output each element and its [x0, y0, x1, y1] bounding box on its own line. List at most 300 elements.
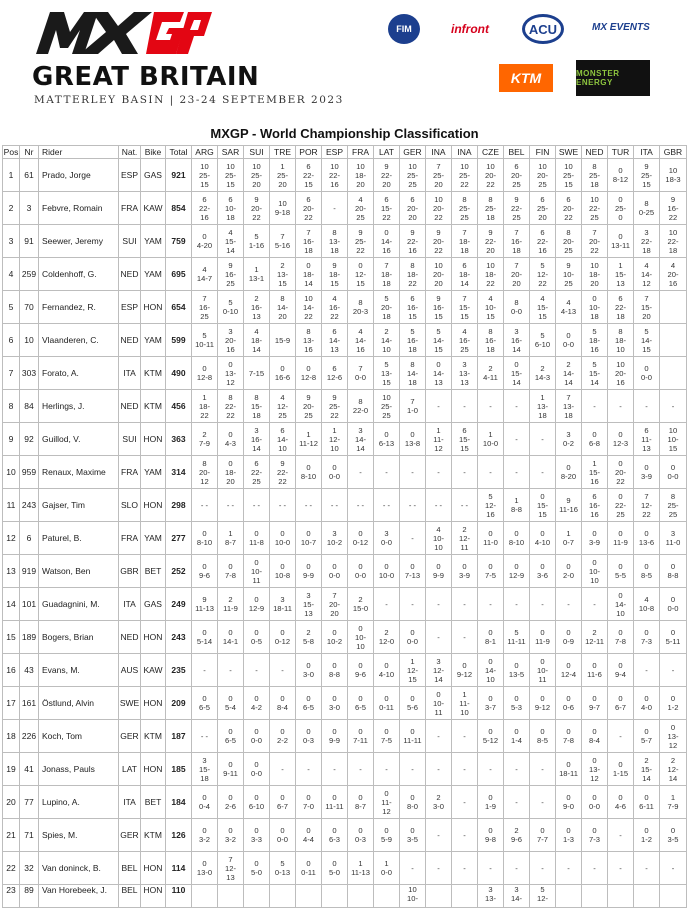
table-row[interactable] [3, 654, 687, 687]
result-cell: 1 10-0 [478, 423, 504, 456]
page-title: MXGP - World Championship Classification [210, 126, 479, 141]
table-row[interactable] [3, 522, 687, 555]
table-row[interactable] [3, 390, 687, 423]
result-cell: 0 3-7 [478, 687, 504, 720]
pos-cell: 12 [3, 522, 20, 555]
number-cell: 91 [20, 225, 39, 258]
result-cell: 4 16- 25 [452, 324, 478, 357]
rider-cell: Coldenhoff, G. [39, 258, 119, 291]
total-cell: 456 [166, 390, 192, 423]
result-cell: 0 4-3 [218, 423, 244, 456]
bike-cell: KTM [141, 390, 166, 423]
result-cell: 7 20- 22 [582, 225, 608, 258]
result-cell: 4 12- 25 [270, 390, 296, 423]
number-cell: 84 [20, 390, 39, 423]
result-cell: 2 12-11 [582, 621, 608, 654]
result-cell: 0 9-8 [478, 819, 504, 852]
result-cell: 0 3-5 [660, 819, 687, 852]
result-cell: 1 11- 10 [452, 687, 478, 720]
result-cell: 0 10- 10 [582, 555, 608, 588]
result-cell: 1 7-9 [660, 786, 687, 819]
result-cell: 9 25- 22 [348, 225, 374, 258]
result-cell: 5 14- 15 [634, 324, 660, 357]
result-cell: 0 12- 15 [348, 258, 374, 291]
nationality-cell: ESP [119, 159, 141, 192]
column-header[interactable]: ARG [192, 146, 218, 159]
result-cell: 0 16-6 [270, 357, 296, 390]
bike-cell: HON [141, 687, 166, 720]
result-cell: - - [296, 489, 322, 522]
nationality-cell: FRA [119, 456, 141, 489]
pos-cell: 1 [3, 159, 20, 192]
column-header[interactable]: Rider [39, 146, 119, 159]
result-cell: 0 8-12 [608, 159, 634, 192]
bike-cell: HON [141, 621, 166, 654]
result-cell: 6 22- 18 [608, 291, 634, 324]
result-cell: 0 8-4 [270, 687, 296, 720]
result-cell: - [504, 753, 530, 786]
nationality-cell: AUS [119, 654, 141, 687]
column-header[interactable]: CZE [478, 146, 504, 159]
result-cell: 0 10- 11 [426, 687, 452, 720]
result-cell: 4 14- 12 [634, 258, 660, 291]
total-cell: 759 [166, 225, 192, 258]
rider-cell: Van doninck, B. [39, 852, 119, 885]
result-cell: 0 13-11 [608, 225, 634, 258]
total-cell: 654 [166, 291, 192, 324]
column-header[interactable]: Pos [3, 147, 19, 157]
column-header[interactable]: BEL [504, 146, 530, 159]
result-cell: - [530, 588, 556, 621]
result-cell: 7 1-0 [400, 390, 426, 423]
result-cell: - [374, 753, 400, 786]
result-cell: 5 16- 18 [400, 324, 426, 357]
table-row[interactable] [3, 159, 687, 192]
result-cell: 0 1-9 [478, 786, 504, 819]
result-cell: 1 8-8 [504, 489, 530, 522]
result-cell: 0 5-5 [608, 555, 634, 588]
result-cell: 7 20- 20 [504, 258, 530, 291]
result-cell: 5 6-10 [530, 324, 556, 357]
result-cell: 6 14- 13 [322, 324, 348, 357]
nationality-cell: ITA [119, 357, 141, 390]
result-cell: 10 20- 22 [426, 192, 452, 225]
result-cell: 0 0-0 [322, 555, 348, 588]
pos-cell: 20 [3, 786, 20, 819]
result-cell [660, 291, 687, 324]
column-header[interactable]: TRE [270, 146, 296, 159]
result-cell: 0 3-3 [244, 819, 270, 852]
table-row[interactable] [3, 819, 687, 852]
result-cell: 6 11- 13 [634, 423, 660, 456]
table-row[interactable] [3, 885, 687, 908]
result-cell: 0 8-1 [478, 621, 504, 654]
result-cell: 5 0-10 [218, 291, 244, 324]
nationality-cell: FRA [119, 522, 141, 555]
result-cell: 9 20- 22 [426, 225, 452, 258]
result-cell: - [452, 720, 478, 753]
result-cell: 9 22- 22 [270, 456, 296, 489]
column-header[interactable]: ITA [634, 146, 660, 159]
result-cell: 10 20- 16 [608, 357, 634, 390]
result-cell: 3 13- [478, 885, 504, 908]
result-cell: 0 12-9 [244, 588, 270, 621]
result-cell: 5 12- [530, 885, 556, 908]
result-cell: 7 0-0 [348, 357, 374, 390]
result-cell: 6 25- 20 [530, 192, 556, 225]
column-header[interactable]: LAT [374, 146, 400, 159]
result-cell: 0 11-11 [322, 786, 348, 819]
result-cell: 2 14- 14 [556, 357, 582, 390]
result-cell: 0 2-0 [556, 555, 582, 588]
pos-cell: 16 [3, 654, 20, 687]
table-row[interactable] [3, 786, 687, 819]
result-cell: 9 16- 15 [426, 291, 452, 324]
result-cell: 10 25- 20 [244, 159, 270, 192]
total-cell: 298 [166, 489, 192, 522]
result-cell: 0 8-20 [556, 456, 582, 489]
total-cell: 187 [166, 720, 192, 753]
pos-cell: 17 [3, 687, 20, 720]
result-cell: 0 8-5 [530, 720, 556, 753]
result-cell: - [452, 786, 478, 819]
number-cell: 32 [20, 852, 39, 885]
column-header[interactable]: ESP [322, 146, 348, 159]
number-cell: 41 [20, 753, 39, 786]
column-header[interactable]: SAR [218, 146, 244, 159]
result-cell: 9 22- 16 [400, 225, 426, 258]
rider-cell: Jonass, Pauls [39, 753, 119, 786]
result-cell: 0 9-12 [452, 654, 478, 687]
result-cell: 2 16- 13 [244, 291, 270, 324]
column-header[interactable]: GBR [660, 146, 687, 159]
table-row[interactable] [3, 621, 687, 654]
result-cell: - [608, 852, 634, 885]
column-header[interactable]: GER [400, 146, 426, 159]
result-cell: 0 0-0 [244, 753, 270, 786]
table-row[interactable] [3, 324, 687, 357]
result-cell: 1 15- 16 [582, 456, 608, 489]
result-cell: 3 12- 14 [426, 654, 452, 687]
result-cell: 0 7-0 [296, 786, 322, 819]
result-cell: 0 3-0 [322, 687, 348, 720]
result-cell: 0 0-3 [348, 819, 374, 852]
result-cell: 2 5-8 [296, 621, 322, 654]
result-cell: - [452, 456, 478, 489]
result-cell: 7 16- 18 [296, 225, 322, 258]
result-cell: 0 0-5 [244, 621, 270, 654]
result-cell: 7 12- 13 [218, 852, 244, 885]
pos-cell: 7 [3, 357, 20, 390]
result-cell: 0 7-5 [374, 720, 400, 753]
pos-cell: 2 [3, 192, 20, 225]
result-cell: 0 13- 12 [218, 357, 244, 390]
result-cell: 6 22- 25 [244, 456, 270, 489]
result-cell: 8 18- 22 [400, 258, 426, 291]
result-cell: 0 4-4 [296, 819, 322, 852]
result-cell: 5 20- 18 [374, 291, 400, 324]
result-cell: - [322, 753, 348, 786]
result-cell: 9 25- 15 [634, 159, 660, 192]
result-cell: 0 4-2 [244, 687, 270, 720]
result-cell: 0 6-3 [322, 819, 348, 852]
result-cell: 7 16- 18 [504, 225, 530, 258]
result-cell: 6 14- 10 [270, 423, 296, 456]
result-cell [426, 885, 452, 908]
total-cell: 854 [166, 192, 192, 225]
result-cell [322, 885, 348, 908]
result-cell: 0 5-3 [504, 687, 530, 720]
bike-cell: BET [141, 786, 166, 819]
nationality-cell: GBR [119, 555, 141, 588]
pos-cell: 8 [3, 390, 20, 423]
total-cell: 243 [166, 621, 192, 654]
result-cell: 0 7-8 [608, 621, 634, 654]
rider-cell: Seewer, Jeremy [39, 225, 119, 258]
result-cell: 7 15- 20 [634, 291, 660, 324]
result-cell: 0 2-6 [218, 786, 244, 819]
result-cell: 1 0-0 [374, 852, 400, 885]
rider-cell: Gajser, Tim [39, 489, 119, 522]
result-cell: 0 6-13 [374, 423, 400, 456]
column-header[interactable]: Bike [141, 146, 166, 159]
total-cell: 185 [166, 753, 192, 786]
result-cell: - [452, 390, 478, 423]
table-row[interactable] [3, 489, 687, 522]
table-row[interactable] [3, 852, 687, 885]
result-cell: 0 0-0 [660, 588, 687, 621]
result-cell: 0 14- 10 [608, 588, 634, 621]
column-header[interactable]: POR [296, 146, 322, 159]
result-cell: 0 5-0 [322, 852, 348, 885]
result-cell: 0 0-6 [556, 687, 582, 720]
result-cell: 9 16- 22 [660, 192, 687, 225]
result-cell: 4 15- 14 [218, 225, 244, 258]
bike-cell: BET [141, 555, 166, 588]
result-cell: - [400, 456, 426, 489]
result-cell: - [270, 654, 296, 687]
column-header[interactable]: FRA [348, 146, 374, 159]
result-cell [634, 885, 660, 908]
result-cell: - [374, 588, 400, 621]
rider-cell: Koch, Tom [39, 720, 119, 753]
result-cell: 0 14- 10 [478, 654, 504, 687]
number-cell: 61 [20, 159, 39, 192]
result-cell: 0 4-10 [530, 522, 556, 555]
result-cell: - [504, 456, 530, 489]
nationality-cell: NED [119, 621, 141, 654]
number-cell: 189 [20, 621, 39, 654]
column-header[interactable]: Nr [20, 146, 39, 159]
result-cell: 0 11- 12 [374, 786, 400, 819]
table-row[interactable] [3, 291, 687, 324]
table-row[interactable] [3, 588, 687, 621]
result-cell: 10 10- [400, 885, 426, 908]
result-cell: 0 10-0 [270, 522, 296, 555]
result-cell: 0 2-2 [270, 720, 296, 753]
pos-cell: 6 [3, 324, 20, 357]
result-cell: 0 4-10 [374, 654, 400, 687]
nationality-cell: FRA [119, 192, 141, 225]
number-cell: 77 [20, 786, 39, 819]
result-cell: 0 6-10 [244, 786, 270, 819]
result-cell: 0 3-9 [634, 456, 660, 489]
result-cell: 3 16- 14 [244, 423, 270, 456]
nationality-cell: ESP [119, 291, 141, 324]
result-cell: 2 14-3 [530, 357, 556, 390]
column-header[interactable]: NED [582, 146, 608, 159]
result-cell: - - [426, 489, 452, 522]
result-cell: 6 18- 14 [452, 258, 478, 291]
result-cell: 0 0-0 [322, 456, 348, 489]
table-row[interactable] [3, 258, 687, 291]
result-cell: - [426, 720, 452, 753]
result-cell: 8 20-3 [348, 291, 374, 324]
total-cell: 209 [166, 687, 192, 720]
result-cell: 0 3-2 [192, 819, 218, 852]
result-cell: 0 15- 15 [530, 489, 556, 522]
result-cell: - [530, 423, 556, 456]
rider-cell: Vlaanderen, C. [39, 324, 119, 357]
result-cell: - [504, 588, 530, 621]
result-cell: 5 15- 14 [582, 357, 608, 390]
result-cell: 2 12-0 [374, 621, 400, 654]
result-cell: 1 18- 22 [192, 390, 218, 423]
pos-cell: 15 [3, 621, 20, 654]
table-row[interactable] [3, 225, 687, 258]
column-header[interactable]: SWE [556, 146, 582, 159]
result-cell: 10 10- 15 [660, 423, 687, 456]
result-cell: 9 20- 22 [244, 192, 270, 225]
result-cell: 7 13- 18 [556, 390, 582, 423]
result-cell: - - [192, 489, 218, 522]
result-cell: 0 10-8 [270, 555, 296, 588]
result-cell: - [426, 390, 452, 423]
result-cell: 0 20- 22 [608, 456, 634, 489]
result-cell: 0 12-8 [192, 357, 218, 390]
classification-table-wrapper [2, 145, 686, 908]
result-cell: 0 10- 18 [582, 291, 608, 324]
result-cell: 0 8-10 [504, 522, 530, 555]
table-row[interactable] [3, 753, 687, 786]
result-cell: - [478, 456, 504, 489]
result-cell: 2 15-0 [348, 588, 374, 621]
nationality-cell: ITA [119, 786, 141, 819]
result-cell: 4 20- 25 [348, 192, 374, 225]
table-row[interactable] [3, 720, 687, 753]
result-cell: 0 9-9 [426, 555, 452, 588]
result-cell: 1 13- 18 [530, 390, 556, 423]
number-cell: 303 [20, 357, 39, 390]
result-cell: 3 15- 13 [296, 588, 322, 621]
result-cell: - [244, 654, 270, 687]
result-cell: 0 3-6 [530, 555, 556, 588]
result-cell: 10 18-3 [660, 159, 687, 192]
pos-cell: 5 [3, 291, 20, 324]
mxgp-logo [34, 8, 214, 58]
result-cell: 0 11-11 [400, 720, 426, 753]
bike-cell: KAW [141, 192, 166, 225]
bike-cell: KTM [141, 819, 166, 852]
table-row[interactable] [3, 423, 687, 456]
table-row[interactable] [3, 687, 687, 720]
table-row[interactable] [3, 456, 687, 489]
result-cell: - [452, 753, 478, 786]
pos-cell: 18 [3, 720, 20, 753]
result-cell: 3 14- 14 [348, 423, 374, 456]
result-cell: 3 11-0 [660, 522, 687, 555]
result-cell: 8 14- 20 [270, 291, 296, 324]
table-row[interactable] [3, 357, 687, 390]
result-cell: 0 5-7 [634, 720, 660, 753]
bike-cell: HON [141, 489, 166, 522]
result-cell: - [374, 456, 400, 489]
column-header[interactable]: Nat. [119, 146, 141, 159]
table-row[interactable] [3, 555, 687, 588]
result-cell: - [530, 456, 556, 489]
column-header[interactable]: INA [426, 146, 452, 159]
result-cell: 0 0-0 [348, 555, 374, 588]
result-cell: 3 14- [504, 885, 530, 908]
column-header[interactable]: TUR [608, 146, 634, 159]
nationality-cell: GER [119, 720, 141, 753]
result-cell: - [218, 654, 244, 687]
result-cell: 9 10- 25 [556, 258, 582, 291]
result-cell: - - [244, 489, 270, 522]
table-row[interactable] [3, 192, 687, 225]
result-cell: - [504, 852, 530, 885]
result-cell: - [504, 423, 530, 456]
result-cell: 0 5-12 [478, 720, 504, 753]
result-cell: 8 20- 25 [556, 225, 582, 258]
number-cell: 919 [20, 555, 39, 588]
column-header[interactable]: SUI [244, 146, 270, 159]
bike-cell: GAS [141, 588, 166, 621]
result-cell: - [478, 852, 504, 885]
result-cell: 0 10- 10 [348, 621, 374, 654]
result-cell: - [426, 456, 452, 489]
result-cell: 0 1-2 [634, 819, 660, 852]
result-cell: 0 14- 16 [374, 225, 400, 258]
result-cell: 7-15 [244, 357, 270, 390]
result-cell: 3 18-11 [270, 588, 296, 621]
result-cell: 0 9-12 [530, 687, 556, 720]
result-cell: - [452, 852, 478, 885]
column-header[interactable]: FIN [530, 146, 556, 159]
total-cell: 277 [166, 522, 192, 555]
result-cell [244, 885, 270, 908]
result-cell: - [426, 753, 452, 786]
rider-cell: Evans, M. [39, 654, 119, 687]
column-header[interactable]: INA [452, 146, 478, 159]
result-cell: 6 20- 25 [504, 159, 530, 192]
result-cell: - [504, 390, 530, 423]
fim-logo: FIM [388, 14, 420, 44]
bike-cell: HON [141, 852, 166, 885]
result-cell: 0 10- 11 [244, 555, 270, 588]
column-header[interactable]: Total [166, 146, 192, 159]
result-cell: 0 0-0 [556, 324, 582, 357]
pos-cell: 4 [3, 258, 20, 291]
result-cell [582, 885, 608, 908]
result-cell: 4 20- 16 [660, 258, 687, 291]
result-cell: 0 9-0 [556, 786, 582, 819]
result-cell: - [400, 588, 426, 621]
total-cell: 235 [166, 654, 192, 687]
result-cell: 8 14- 18 [400, 357, 426, 390]
result-cell: 8 15- 18 [244, 390, 270, 423]
rider-cell: Prado, Jorge [39, 159, 119, 192]
